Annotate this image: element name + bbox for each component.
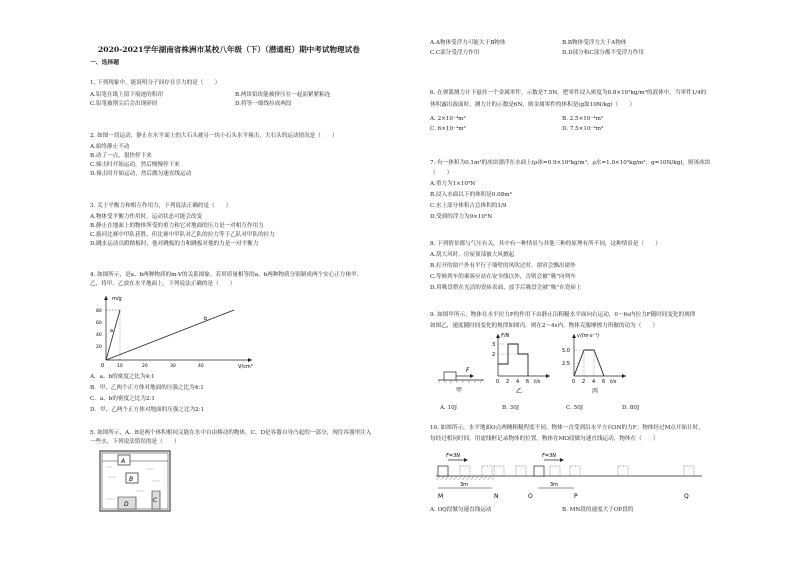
q7-option-c: C.水上部分体积占总体积的1/9 — [430, 203, 507, 209]
q6-option-a: A. 2×10⁻⁴m³ — [430, 116, 466, 122]
q9-label-jia: 甲 — [456, 387, 463, 394]
q4-x-arrow — [248, 358, 252, 362]
q10-option-b: B. MN段的速度大于OP段的 — [562, 507, 634, 513]
q9-bing-xtick-4: 4 — [592, 379, 596, 385]
q9-option-a: A. 10J — [440, 405, 457, 411]
q8-option-c: C.等候列车的乘客应站在安全线以外，否则会被“吸”向列车 — [430, 274, 576, 280]
q9-bing-ytick-2.5: 2.5 — [562, 361, 570, 367]
section-heading: 一、选择题 — [90, 60, 119, 66]
q10-point-q: Q — [684, 493, 689, 500]
q5-option-d: D.D部分和C部分都不受浮力作用 — [562, 50, 644, 56]
q8-stem: 8. 下列情景都与气压有关，其中有一种情景与其他三种的原理有所不同，这种情景是（ ） — [430, 241, 661, 247]
q4-stem-line2: 乙，将甲、乙放在水平地面上，下列说法正确的是（ ） — [90, 281, 236, 287]
q9-bing-ytick-5: 5.0 — [562, 348, 570, 354]
q5-option-b: B.B物体受浮力大于A物体 — [562, 40, 627, 46]
q2-stem: 2. 如图一切运动，静止在水平面上的大石头被另一块小石头水平撞击，大石头的运动情况是（ ） — [90, 133, 338, 139]
q9-fig-yi — [488, 330, 554, 396]
exam-title: 2020-2021学年湖南省株洲市某校八年级（下）（潜通班）期中考试物理试卷 — [98, 45, 360, 54]
q10-stem-line2: 每经过相同时间，用虚线框记录物体的位置，物体在MO段做匀速直线运动，物体在（ ） — [430, 436, 659, 442]
q9-ground-hatch — [438, 380, 482, 383]
q9-yi-xtick-0: 0 — [496, 379, 500, 385]
q9-fig-jia — [436, 360, 486, 394]
q10-option-a: A. OQ段做匀速直线运动 — [430, 507, 492, 513]
q9-fig-bing — [560, 330, 640, 396]
q10-dist-label-2: 3m — [550, 482, 559, 488]
q6-option-c: C. 6×10⁻⁴m³ — [430, 126, 466, 132]
q4-ylabel: m/g — [112, 296, 122, 302]
q9-yi-ytick-3: 3 — [492, 342, 496, 348]
q10-force-label-2: F=3N — [542, 453, 556, 459]
q4-mass-volume-graph — [92, 290, 262, 370]
q10-stem-line1: 10. 如图所示，水平地面O点两侧粗糙程度不同，物体一直受到沿水平方向3N的力F。物体经过M点开始计时， — [430, 425, 704, 431]
q5-stem-line1: 5. 如图所示，A、B是两个体积相同又能在水中自由移动的物体，C、D是容器自身凸起的一部分，现往容器里注入 — [90, 430, 372, 436]
q4-stem-line1: 4. 如图所示，是a、b两种物质的m-V的关系图象，若用质量相等的a、b两种物质分别制成两个实心正方体甲、 — [90, 272, 363, 278]
q9-stem-line1: 9. 如图甲所示，物体在水平拉力F的作用下由静止沿粗糙水平面向右运动，0～6s内拉力F随时间变化的规律 — [430, 312, 696, 318]
q9-label-bing: 丙 — [592, 388, 599, 395]
q9-yi-xlabel: t/s — [534, 379, 541, 385]
q5-label-b: B — [129, 476, 134, 483]
q1-option-a: A.铅笔在纸上留下痕迹的积印 — [90, 92, 163, 98]
q5-option-c: C.C部分受浮力作用 — [430, 50, 480, 56]
svg-text:60: 60 — [96, 321, 102, 326]
q3-option-d: D.跳水运动员蹬踏板时，他对跳板的力和跳板对他的力是一对平衡力 — [90, 241, 259, 247]
q4-label-b: b — [204, 316, 208, 322]
svg-text:40: 40 — [96, 333, 102, 338]
q4-option-b: B．甲、乙两个正方体对地面的压强之比为4:1 — [90, 385, 204, 391]
svg-text:20: 20 — [96, 345, 102, 350]
q1-option-c: C.铅笔被削尖后会出现碎屑 — [90, 101, 158, 107]
q6-stem-line2: 体积露出液面时，测力计的示数是6N，则金属零件的体积是(g取10N/kg)（ ） — [430, 102, 636, 108]
q5-stem-line2: 一些水，下列说法错误的是（ ） — [90, 439, 180, 445]
q9-yi-xtick-2: 2 — [506, 379, 510, 385]
q4-option-a: A．a、b的密度之比为4:1 — [90, 374, 155, 380]
q9-option-c: C. 50J — [566, 405, 583, 411]
q8-option-d: D.用吸盘搭在光洁的瓷砖表面，放手后吸盘会被“吸”在瓷砖上 — [430, 285, 582, 291]
q7-option-a: A.重力为1×10³N — [430, 181, 476, 187]
q2-option-c: C.撞击时开始运动，然后慢慢停下来 — [90, 162, 180, 168]
q9-option-b: B. 30J — [502, 405, 520, 411]
q1-option-b: B.两块铅块能被挤压在一起而紧紧粘连 — [235, 92, 331, 98]
svg-text:30: 30 — [170, 364, 176, 369]
q3-option-b: B.静止在地面上的物体所受的重力和它对地面的压力是一对相互作用力 — [90, 223, 264, 229]
q7-stem-line1: 7. 有一体积为0.1m³的冰块漂浮在水面上(ρ冰=0.9×10³kg/m³，ρ水=1.0×10³kg/m³，g=10N/kg)，则该冰块 — [430, 160, 711, 166]
q9-bing-ylabel: v/(m·s⁻¹) — [577, 333, 600, 339]
q4-option-c: C．a、b的密度之比为2:1 — [90, 396, 155, 402]
q5-label-d: D — [124, 501, 129, 508]
q10-box-m — [438, 466, 448, 476]
q9-bing-xtick-6: 6 — [602, 379, 606, 385]
svg-text:10: 10 — [117, 364, 123, 369]
q1-stem: 1. 下列现象中，能说明分子间存在引力的是（ ） — [90, 80, 221, 86]
q10-rough-section — [436, 476, 494, 480]
q4-xlabel: V/cm³ — [238, 364, 253, 370]
q9-force-curve — [498, 344, 528, 376]
svg-text:80: 80 — [96, 309, 102, 314]
q4-line-a — [106, 310, 120, 360]
q9-yi-ylabel: F/N — [501, 333, 510, 339]
q5-label-c: C — [153, 497, 158, 504]
q9-yi-xtick-4: 4 — [516, 379, 520, 385]
q5-container-figure — [96, 447, 176, 515]
q6-stem-line1: 6. 在弹簧测力计下悬挂一个金属零件，示数是7.5N，把零件浸入密度为0.8×10³kg/m³的液体中，当零件1/4的 — [430, 90, 707, 96]
q9-block — [444, 372, 456, 380]
q10-box-o — [534, 466, 544, 476]
q6-option-b: B. 2.5×10⁻⁴m³ — [562, 116, 604, 122]
q4-line-b — [106, 310, 234, 360]
q7-stem-line2: （ ） — [430, 170, 453, 176]
q5-label-a: A — [121, 458, 126, 465]
q4-origin: 0 — [101, 363, 105, 369]
q9-bing-xtick-2: 2 — [582, 379, 586, 385]
svg-text:40: 40 — [198, 364, 204, 369]
q10-point-o: O — [528, 493, 533, 500]
q5-option-a: A.A物体受浮力可能大于B物体 — [430, 40, 506, 46]
q7-option-d: D.受到的浮力为9×10²N — [430, 214, 493, 220]
q7-option-b: B.浸入水面以下的体积是0.08m³ — [430, 192, 512, 198]
q9-yi-xtick-6: 6 — [526, 379, 530, 385]
q4-label-a: a — [110, 328, 114, 334]
q10-force-label-1: F=3N — [446, 453, 460, 459]
q9-stem-line2: 如图乙，速度随时间变化的规律如图丙，则在2～4s内，物体克服摩擦力所做的功为（ ） — [430, 323, 659, 329]
q3-option-a: A.物体受平衡力作用时，运动状态可能会改变 — [90, 214, 203, 220]
q4-option-d: D．甲、乙两个正方体对地面的压强之比为2:1 — [90, 407, 205, 413]
q1-option-d: D.将等一细线拉成两段 — [235, 101, 292, 107]
q9-bing-xtick-0: 0 — [572, 379, 576, 385]
q9-velocity-curve — [574, 350, 604, 376]
q9-force-label: F — [466, 367, 470, 374]
q10-point-m: M — [438, 493, 444, 500]
svg-text:20: 20 — [142, 364, 148, 369]
q10-point-n: N — [494, 493, 499, 500]
q9-yi-ytick-2: 2 — [492, 352, 496, 358]
q4-y-arrow — [104, 296, 108, 300]
q2-option-a: A.始终静止不动 — [90, 144, 130, 150]
q9-bing-xlabel: t/s — [610, 379, 617, 385]
q8-option-a: A.刮大风时，房屋顶部被大风掀起 — [430, 252, 515, 258]
q2-option-b: B.动了一点，很快停下来 — [90, 153, 152, 159]
q9-option-d: D. 80J — [622, 405, 640, 411]
q10-point-p: P — [574, 493, 578, 500]
q3-stem: 3. 关于平衡力和相互作用力，下列说法正确的是（ ） — [90, 203, 232, 209]
q3-option-c: C.拔河比赛中甲队获胜，但比赛中甲队对乙队的拉力等于乙队对甲队的拉力 — [90, 232, 275, 238]
q9-label-yi: 乙 — [516, 388, 523, 395]
q10-figure — [432, 446, 712, 502]
q6-option-d: D. 7.5×10⁻⁴m³ — [562, 126, 604, 132]
q8-option-b: B.打开的窗户外有平行于墙壁的风吹过时，窗帘会飘出窗外 — [430, 263, 576, 269]
q2-option-d: D.撞击时开始运动，然后做匀速直线运动 — [90, 171, 192, 177]
q10-dist-label-1: 3m — [460, 482, 469, 488]
